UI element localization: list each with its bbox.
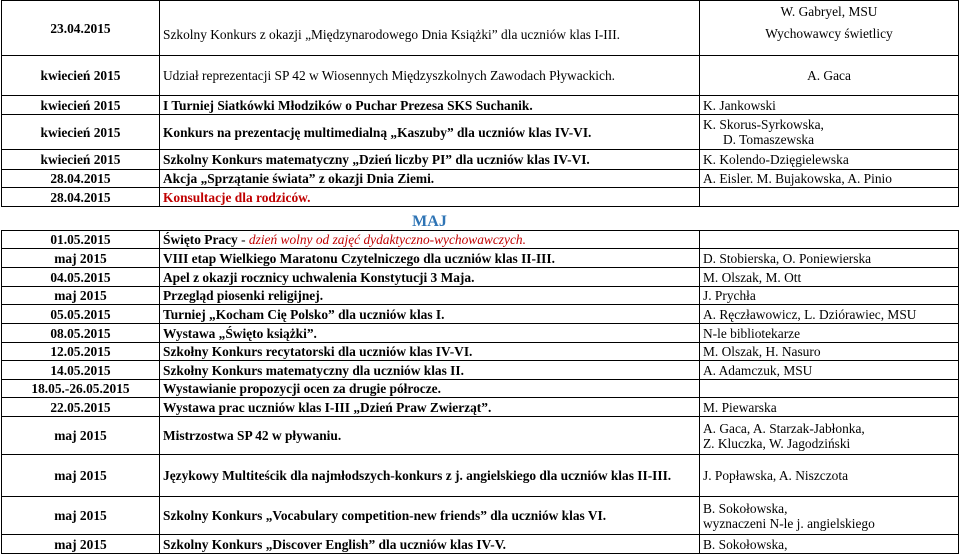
event-title: Szkołny Konkurs recytatorski dla uczniów klas IV-VI.: [160, 343, 700, 361]
table-row: [2, 497, 959, 535]
event-person: A. Gaca: [700, 56, 959, 96]
holiday-title: Święto Pracy: [163, 232, 238, 247]
event-title: VIII etap Wielkiego Maratonu Czytelniczego dla uczniów klas II-III.: [160, 249, 700, 268]
person-line: Wychowawcy świetlicy: [765, 26, 893, 41]
table-row: [2, 343, 959, 361]
event-person: [700, 115, 959, 150]
month-heading: MAJ: [412, 213, 447, 230]
event-person: K. Jankowski: [700, 96, 959, 115]
table-row: [2, 170, 959, 188]
holiday-desc: dzień wolny od zajęć dydaktyczno-wychowawczych.: [248, 232, 526, 247]
event-title: Mistrzostwa SP 42 w pływaniu.: [160, 417, 700, 455]
table-row: [2, 115, 959, 150]
person-line: D. Tomaszewska: [723, 132, 815, 147]
event-title: Konsultacje dla rodziców.: [160, 188, 700, 207]
table-row: [2, 417, 959, 455]
event-title: Szkolny Konkurs „Vocabulary competition-new friends” dla uczniów klas VI.: [160, 497, 700, 535]
event-date: 28.04.2015: [2, 170, 160, 188]
event-date: 01.05.2015: [2, 231, 160, 249]
table-row: [2, 398, 959, 417]
event-date: maj 2015: [2, 249, 160, 268]
event-title: Szkolny Konkurs z okazji „Międzynarodowego Dnia Książki” dla uczniów klas I-III.: [160, 1, 700, 56]
table-row: [2, 361, 959, 380]
event-person: M. Piewarska: [700, 398, 959, 417]
event-date: 04.05.2015: [2, 268, 160, 287]
table-row: [2, 188, 959, 207]
table-row: [2, 231, 959, 249]
event-person: D. Stobierska, O. Poniewierska: [700, 249, 959, 268]
person-line: B. Sokołowska,: [703, 500, 788, 516]
event-date: 22.05.2015: [2, 398, 160, 417]
table-row: [2, 287, 959, 305]
event-date: 28.04.2015: [2, 188, 160, 207]
event-date: maj 2015: [2, 417, 160, 455]
event-person: A. Eisler. M. Bujakowska, A. Pinio: [700, 170, 959, 188]
event-date: kwiecień 2015: [2, 115, 160, 150]
event-title: I Turniej Siatkówki Młodzików o Puchar Prezesa SKS Suchanik.: [160, 96, 700, 115]
event-title: Przegląd piosenki religijnej.: [160, 287, 700, 305]
event-title: Konkurs na prezentację multimedialną „Kaszuby” dla uczniów klas IV-VI.: [160, 115, 700, 150]
event-title: Szkolny Konkurs matematyczny „Dzień liczby PI” dla uczniów klas IV-VI.: [160, 150, 700, 170]
event-date: 18.05.-26.05.2015: [2, 380, 160, 398]
event-date: 14.05.2015: [2, 361, 160, 380]
table-row: [2, 324, 959, 343]
table-row: [2, 380, 959, 398]
event-title: Szkolny Konkurs „Discover English” dla uczniów klas IV-V.: [160, 535, 700, 554]
event-person: N-le bibliotekarze: [700, 324, 959, 343]
holiday-event: [160, 231, 700, 249]
event-title: Akcja „Sprzątanie świata” z okazji Dnia Ziemi.: [160, 170, 700, 188]
event-title: Apel z okazji rocznicy uchwalenia Konstytucji 3 Maja.: [160, 268, 700, 287]
event-title: Szkołny Konkurs matematyczny dla uczniów klas II.: [160, 361, 700, 380]
table-row: [2, 249, 959, 268]
event-date: maj 2015: [2, 497, 160, 535]
table-row: [2, 455, 959, 497]
event-person: A. Ręczławowicz, L. Dziórawiec, MSU: [700, 305, 959, 324]
table-row: [2, 96, 959, 115]
event-date: kwiecień 2015: [2, 56, 160, 96]
event-title: Wystawianie propozycji ocen za drugie półrocze.: [160, 380, 700, 398]
event-person: [700, 380, 959, 398]
event-date: kwiecień 2015: [2, 150, 160, 170]
event-person: B. Sokołowska,: [700, 535, 959, 554]
event-date: maj 2015: [2, 287, 160, 305]
event-person: M. Olszak, H. Nasuro: [700, 343, 959, 361]
table-row: [2, 268, 959, 287]
event-person: A. Adamczuk, MSU: [700, 361, 959, 380]
person-line: wyznaczeni N-le j. angielskiego: [703, 515, 875, 531]
person-line: A. Gaca, A. Starzak-Jabłonka,: [703, 420, 865, 436]
person-line: Z. Kluczka, W. Jagodziński: [703, 435, 851, 451]
holiday-separator: -: [237, 232, 249, 247]
events-table: [1, 0, 959, 554]
event-title: Wystawa prac uczniów klas I-III „Dzień Praw Zwierząt”.: [160, 398, 700, 417]
event-title: Wystawa „Święto książki”.: [160, 324, 700, 343]
table-row: [2, 150, 959, 170]
event-title: Językowy Multiteścik dla najmłodszych-konkurs z j. angielskiego dla uczniów klas II-III.: [160, 455, 700, 497]
event-person: J. Prychła: [700, 287, 959, 305]
table-row: [2, 535, 959, 554]
event-date: kwiecień 2015: [2, 96, 160, 115]
month-row: [2, 207, 959, 231]
event-person: [700, 417, 959, 455]
event-date: 12.05.2015: [2, 343, 160, 361]
event-person: [700, 497, 959, 535]
event-date: 05.05.2015: [2, 305, 160, 324]
event-person: K. Kolendo-Dzięgielewska: [700, 150, 959, 170]
event-title: Udział reprezentacji SP 42 w Wiosennych Międzyszkolnych Zawodach Pływackich.: [160, 56, 700, 96]
table-row: [2, 1, 959, 56]
event-person: [700, 231, 959, 249]
person-line: W. Gabryel, MSU: [780, 4, 878, 19]
event-date: 23.04.2015: [2, 1, 160, 56]
event-date: maj 2015: [2, 455, 160, 497]
event-title: Turniej „Kocham Cię Polsko” dla uczniów klas I.: [160, 305, 700, 324]
table-row: [2, 56, 959, 96]
table-row: [2, 305, 959, 324]
blank-cell: [2, 207, 160, 231]
event-person: [700, 1, 959, 56]
event-person: J. Popławska, A. Niszczota: [700, 455, 959, 497]
blank-cell: [700, 207, 959, 231]
event-date: maj 2015: [2, 535, 160, 554]
event-date: 08.05.2015: [2, 324, 160, 343]
person-line: K. Skorus-Syrkowska,: [703, 117, 824, 132]
event-person: [700, 188, 959, 207]
event-person: M. Olszak, M. Ott: [700, 268, 959, 287]
